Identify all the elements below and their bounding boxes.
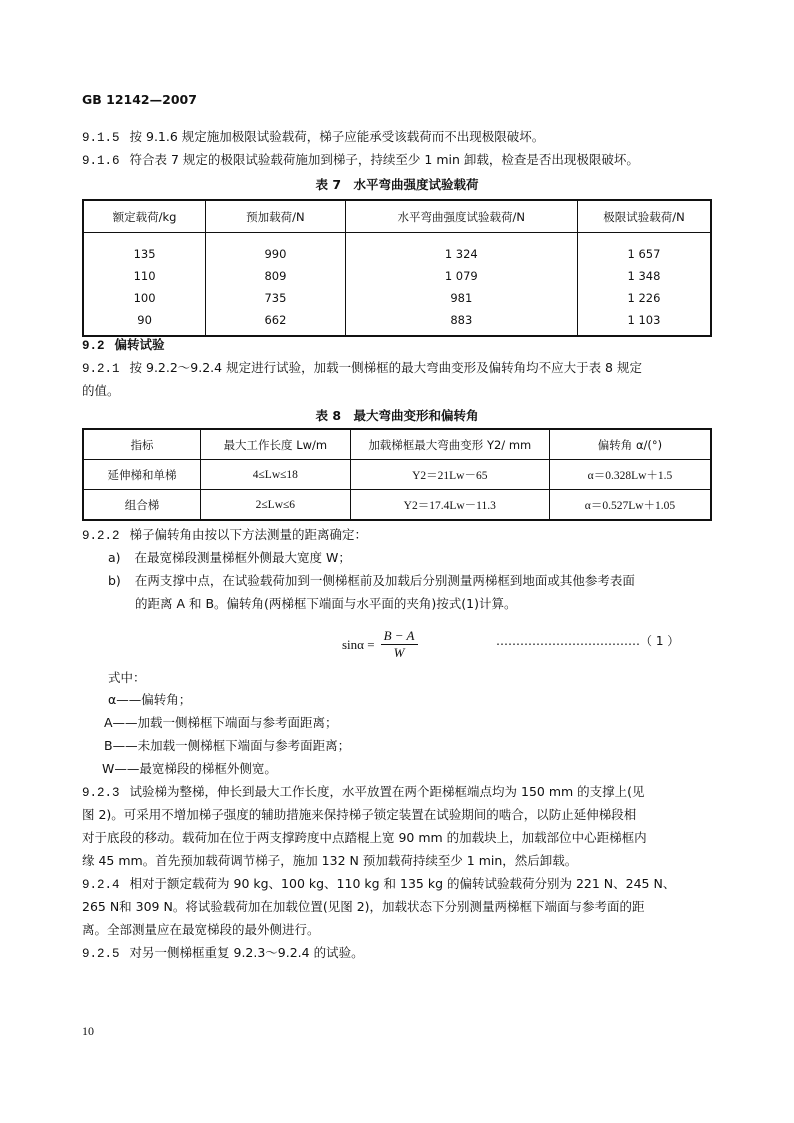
- column-header: 偏转角 α/(°): [549, 429, 711, 460]
- cell: 1 348: [577, 265, 711, 287]
- clause-text: 按 9.2.2～9.2.4 规定进行试验，加载一侧梯框的最大弯曲变形及偏转角均不应大于表 8 规定: [129, 360, 642, 375]
- cell: 1 657: [577, 233, 711, 266]
- cell: 809: [206, 265, 346, 287]
- table-header-row: [83, 200, 711, 233]
- equation-number: ………………………………（ 1 ）: [496, 634, 680, 648]
- cell: 延伸梯和单梯: [83, 460, 201, 490]
- table8: [82, 428, 712, 521]
- cell: Y2＝17.4Lw－11.3: [350, 490, 549, 521]
- cell: 90: [83, 309, 206, 336]
- column-header: 指标: [83, 429, 201, 460]
- cell: 883: [345, 309, 577, 336]
- clause-9-2-5: [82, 945, 364, 962]
- table-row: [83, 287, 711, 309]
- clause-number: 9.2.2: [82, 529, 120, 543]
- clause-9-1-5: [82, 129, 544, 146]
- where-item: W——最宽梯段的梯框外侧宽。: [102, 761, 277, 776]
- list-text: 在两支撑中点，在试验载荷加到一侧梯框前及加载后分别测量两梯框到地面或其他参考表面: [134, 573, 635, 588]
- cell: 990: [206, 233, 346, 266]
- table-header-row: [83, 429, 711, 460]
- clause-9-2-1: [82, 360, 642, 377]
- cell: 组合梯: [83, 490, 201, 521]
- table8-caption: 表 8 最大弯曲变形和偏转角: [315, 408, 479, 423]
- clause-number: 9.2.1: [82, 362, 120, 376]
- cell: 1 324: [345, 233, 577, 266]
- cell: 1 226: [577, 287, 711, 309]
- clause-text: 按 9.1.6 规定施加极限试验载荷，梯子应能承受该载荷而不出现极限破坏。: [129, 129, 545, 144]
- clause-text: 符合表 7 规定的极限试验载荷施加到梯子，持续至少 1 min 卸载，检查是否出现极限破坏。: [129, 152, 639, 167]
- table-row: [83, 265, 711, 287]
- column-header: 额定载荷/kg: [83, 200, 206, 233]
- list-item-b: [108, 573, 635, 589]
- cell: 110: [83, 265, 206, 287]
- column-header: 加载梯框最大弯曲变形 Y2/ mm: [350, 429, 549, 460]
- clause-9-2-4: [82, 876, 675, 893]
- table-row: [83, 460, 711, 490]
- where-item: α——偏转角；: [108, 692, 192, 707]
- section-number: 9.2: [82, 339, 105, 353]
- clause-text-continued: 离。全部测量应在最宽梯段的最外侧进行。: [82, 922, 320, 937]
- clause-text: 相对于额定载荷为 90 kg、100 kg、110 kg 和 135 kg 的偏转试验载荷分别为 221 N、245 N、: [129, 876, 676, 891]
- document-header: GB 12142—2007: [82, 92, 197, 107]
- fraction: [381, 628, 418, 661]
- cell: 100: [83, 287, 206, 309]
- clause-number: 9.1.6: [82, 154, 120, 168]
- where-item: B——未加载一侧梯框下端面与参考面距离；: [104, 738, 351, 753]
- cell: α＝0.527Lw＋1.05: [549, 490, 711, 521]
- list-text-continued: 的距离 A 和 B。偏转角(两梯框下端面与水平面的夹角)按式(1)计算。: [135, 596, 517, 611]
- cell: 662: [206, 309, 346, 336]
- clause-text-continued: 的值。: [82, 383, 120, 398]
- denominator: W: [393, 645, 405, 660]
- clause-text: 对另一侧梯框重复 9.2.3～9.2.4 的试验。: [129, 945, 364, 960]
- table-row: [83, 309, 711, 336]
- table-row: [83, 233, 711, 266]
- list-label: b): [108, 573, 121, 588]
- clause-number: 9.2.3: [82, 786, 120, 800]
- column-header: 水平弯曲强度试验载荷/N: [345, 200, 577, 233]
- numerator: B − A: [381, 628, 418, 645]
- table-row: [83, 490, 711, 521]
- cell: 135: [83, 233, 206, 266]
- clause-number: 9.2.4: [82, 878, 120, 892]
- where-item: A——加载一侧梯框下端面与参考面距离；: [104, 715, 338, 730]
- cell: 1 103: [577, 309, 711, 336]
- clause-number: 9.2.5: [82, 947, 120, 961]
- clause-9-2-3: [82, 784, 645, 801]
- section-9-2-heading: [82, 337, 165, 354]
- clause-number: 9.1.5: [82, 131, 120, 145]
- clause-9-2-2: [82, 527, 367, 544]
- table7: [82, 199, 712, 337]
- column-header: 最大工作长度 Lw/m: [201, 429, 351, 460]
- clause-text: 梯子偏转角由按以下方法测量的距离确定：: [129, 527, 368, 542]
- cell: Y2＝21Lw－65: [350, 460, 549, 490]
- clause-text-continued: 缘 45 mm。首先预加载荷调节梯子，施加 132 N 预加载荷持续至少 1 min，然后卸载。: [82, 853, 578, 868]
- column-header: 极限试验载荷/N: [577, 200, 711, 233]
- clause-text-continued: 265 N和 309 N。将试验载荷加在加载位置(见图 2)，加载状态下分别测量两梯框下端面与参考面的距: [82, 899, 645, 914]
- clause-text-continued: 对于底段的移动。载荷加在位于两支撑跨度中点踏棍上宽 90 mm 的加载块上，加载部位中心距梯框内: [82, 830, 647, 845]
- table7-caption: 表 7 水平弯曲强度试验载荷: [315, 177, 479, 192]
- list-item-a: [108, 550, 351, 566]
- where-label: 式中：: [108, 670, 146, 685]
- cell: 4≤Lw≤18: [201, 460, 351, 490]
- clause-9-1-6: [82, 152, 639, 169]
- cell: 1 079: [345, 265, 577, 287]
- column-header: 预加载荷/N: [206, 200, 346, 233]
- list-label: a): [108, 550, 121, 565]
- formula-1: [342, 628, 418, 661]
- cell: 735: [206, 287, 346, 309]
- cell: α＝0.328Lw＋1.5: [549, 460, 711, 490]
- cell: 2≤Lw≤6: [201, 490, 351, 521]
- clause-text: 试验梯为整梯，伸长到最大工作长度，水平放置在两个距梯框端点均为 150 mm 的支撑上(见: [129, 784, 645, 799]
- list-text: 在最宽梯段测量梯框外侧最大宽度 W；: [134, 550, 351, 565]
- page-number: 10: [82, 1024, 94, 1038]
- section-title: 偏转试验: [114, 337, 165, 352]
- clause-text-continued: 图 2)。可采用不增加梯子强度的辅助措施来保持梯子锁定装置在试验期间的啮合，以防止延伸梯段相: [82, 807, 637, 822]
- formula-lhs: sinα =: [342, 636, 375, 652]
- cell: 981: [345, 287, 577, 309]
